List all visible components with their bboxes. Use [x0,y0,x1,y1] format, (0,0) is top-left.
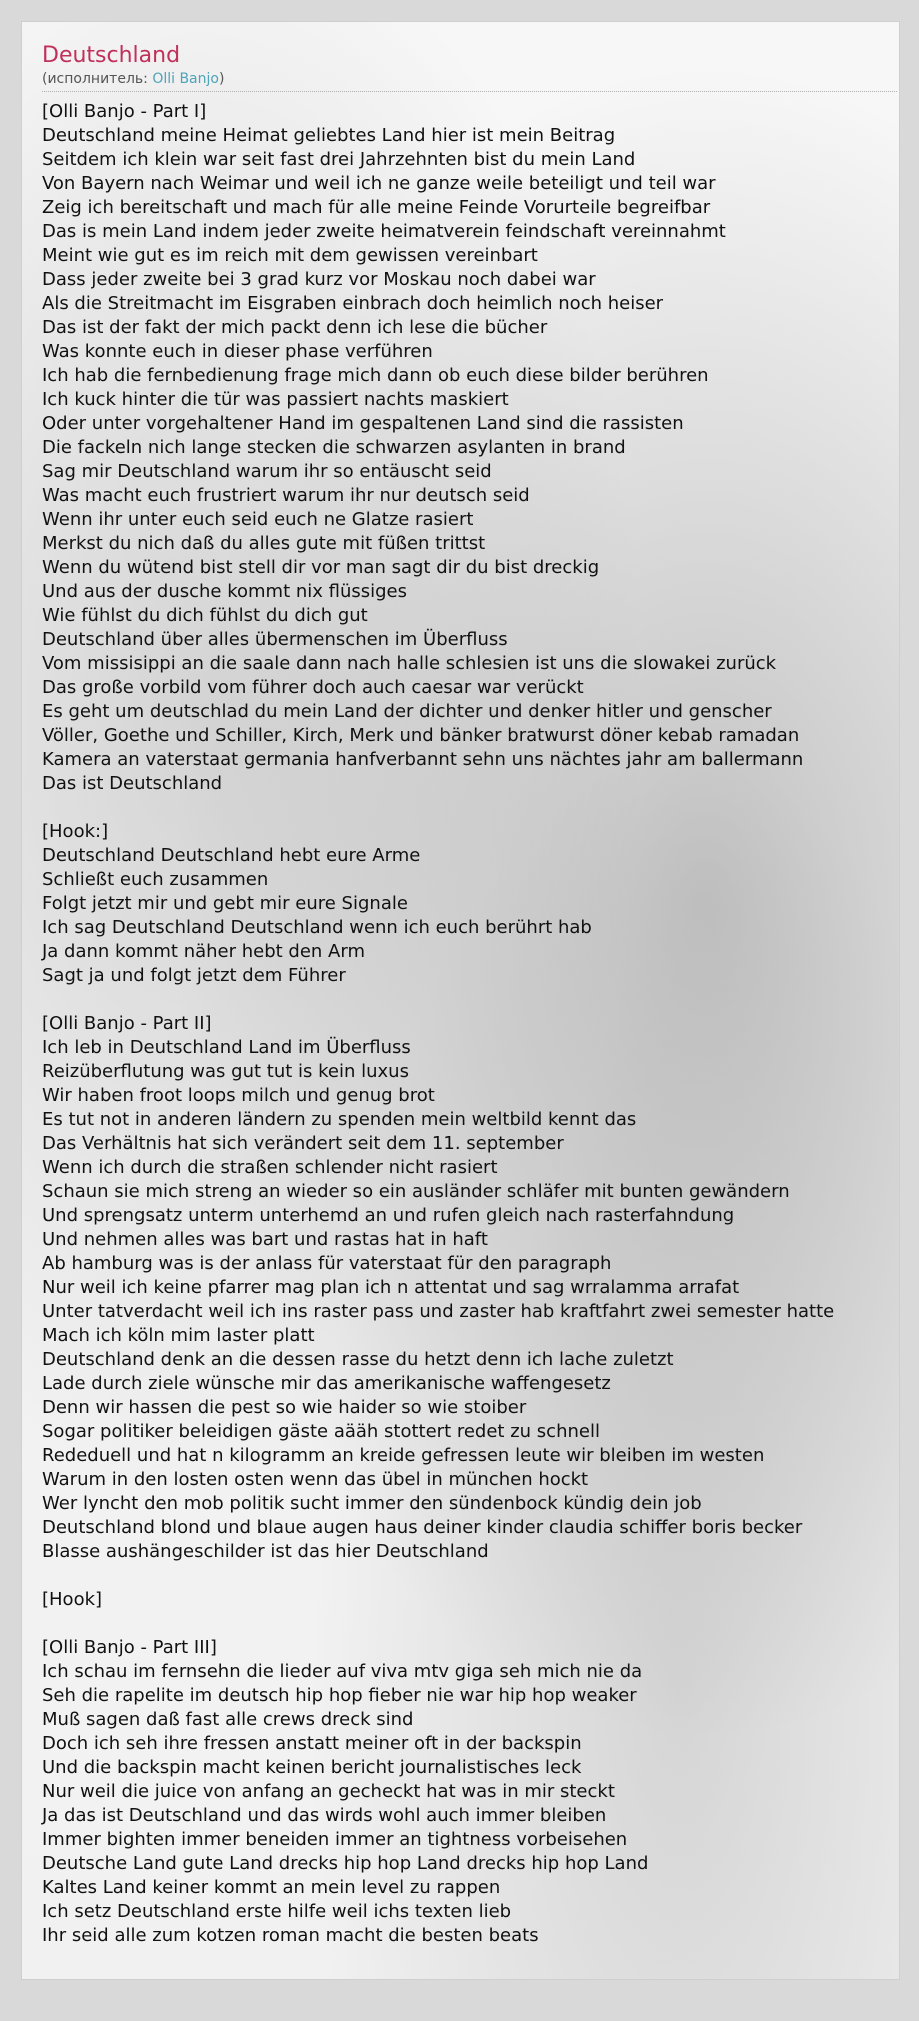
lyric-line: Sogar politiker beleidigen gäste aääh stottert redet zu schnell [42,1421,600,1442]
section-heading: [Hook:] [42,821,109,842]
lyric-line: Oder unter vorgehaltener Hand im gespaltenen Land sind die rassisten [42,413,684,434]
lyric-line: Wer lyncht den mob politik sucht immer den sündenbock kündig dein job [42,1493,702,1514]
lyric-line: Kamera an vaterstaat germania hanfverbannt sehn uns nächtes jahr am ballermann [42,749,804,770]
lyric-line: Ich setz Deutschland erste hilfe weil ichs texten lieb [42,1901,512,1922]
lyric-line: Das Verhältnis hat sich verändert seit dem 11. september [42,1133,564,1154]
lyric-line: Ich hab die fernbedienung frage mich dann ob euch diese bilder berühren [42,365,709,386]
lyric-line: Das is mein Land indem jeder zweite heimatverein feindschaft vereinnahmt [42,221,726,242]
lyric-line: Kaltes Land keiner kommt an mein level zu rappen [42,1877,501,1898]
lyric-line: Es geht um deutschlad du mein Land der dichter und denker hitler und genscher [42,701,772,722]
lyric-line: Denn wir hassen die pest so wie haider so wie stoiber [42,1397,527,1418]
section-heading: [Hook] [42,1589,103,1610]
lyric-line: Deutschland blond und blaue augen haus deiner kinder claudia schiffer boris becker [42,1517,803,1538]
lyric-line: Ich sag Deutschland Deutschland wenn ich euch berührt hab [42,917,592,938]
song-title: Deutschland [42,43,181,68]
lyric-line: Was konnte euch in dieser phase verführen [42,341,433,362]
lyrics-text [42,100,900,1948]
section-heading: [Olli Banjo - Part I] [42,101,207,122]
lyric-line: Ab hamburg was is der anlass für vaterstaat für den paragraph [42,1253,612,1274]
lyric-line: Warum in den losten osten wenn das übel in münchen hockt [42,1469,589,1490]
lyric-line: Deutschland meine Heimat geliebtes Land hier ist mein Beitrag [42,125,616,146]
performer-line [42,70,897,88]
stanza-break [42,796,900,820]
lyric-line: Zeig ich bereitschaft und mach für alle meine Feinde Vorurteile begreifbar [42,197,711,218]
song-header [42,42,897,92]
lyric-line: Und aus der dusche kommt nix flüssiges [42,581,408,602]
lyric-line: Seitdem ich klein war seit fast drei Jahrzehnten bist du mein Land [42,149,636,170]
lyric-line: Ich schau im fernsehn die lieder auf viva mtv giga seh mich nie da [42,1661,643,1682]
lyric-line: Und sprengsatz unterm unterhemd an und rufen gleich nach rasterfahndung [42,1205,735,1226]
lyric-line: Als die Streitmacht im Eisgraben einbrach doch heimlich noch heiser [42,293,664,314]
lyric-line: Seh die rapelite im deutsch hip hop fieber nie war hip hop weaker [42,1685,637,1706]
lyric-line: Wenn ich durch die straßen schlender nicht rasiert [42,1157,498,1178]
performer-prefix: (исполнитель: [42,71,153,87]
lyric-line: Merkst du nich daß du alles gute mit füßen trittst [42,533,486,554]
lyric-line: Blasse aushängeschilder ist das hier Deutschland [42,1541,489,1562]
lyric-line: Mach ich köln mim laster platt [42,1325,315,1346]
lyric-line: Deutsche Land gute Land drecks hip hop Land drecks hip hop Land [42,1853,649,1874]
lyric-line: Wenn ihr unter euch seid euch ne Glatze rasiert [42,509,474,530]
lyric-line: Lade durch ziele wünsche mir das amerikanische waffengesetz [42,1373,611,1394]
lyric-line: Das große vorbild vom führer doch auch caesar war verückt [42,677,584,698]
lyric-line: Ihr seid alle zum kotzen roman macht die besten beats [42,1925,539,1946]
lyric-line: Sag mir Deutschland warum ihr so entäuscht seid [42,461,492,482]
lyric-line: Dass jeder zweite bei 3 grad kurz vor Moskau noch dabei war [42,269,596,290]
stanza-break [42,1564,900,1588]
lyric-line: Doch ich seh ihre fressen anstatt meiner oft in der backspin [42,1733,582,1754]
lyrics-panel [21,21,900,1980]
lyric-line: Schaun sie mich streng an wieder so ein ausländer schläfer mit bunten gewändern [42,1181,790,1202]
stanza-break [42,988,900,1012]
lyric-line: Und die backspin macht keinen bericht journalistisches leck [42,1757,582,1778]
lyric-line: Es tut not in anderen ländern zu spenden mein weltbild kennt das [42,1109,637,1130]
lyric-line: Wenn du wütend bist stell dir vor man sagt dir du bist dreckig [42,557,600,578]
performer-suffix: ) [218,71,225,87]
lyric-line: Sagt ja und folgt jetzt dem Führer [42,965,346,986]
lyric-line: Unter tatverdacht weil ich ins raster pass und zaster hab kraftfahrt zwei semester hatte [42,1301,835,1322]
lyric-line: Deutschland Deutschland hebt eure Arme [42,845,421,866]
lyric-line: Von Bayern nach Weimar und weil ich ne ganze weile beteiligt und teil war [42,173,716,194]
performer-link[interactable]: Olli Banjo [152,71,219,87]
lyric-line: Reizüberflutung was gut tut is kein luxus [42,1061,409,1082]
lyric-line: Deutschland über alles übermenschen im Überfluss [42,629,508,650]
section-heading: [Olli Banjo - Part II] [42,1013,212,1034]
lyric-line: Was macht euch frustriert warum ihr nur deutsch seid [42,485,530,506]
lyric-line: Meint wie gut es im reich mit dem gewissen vereinbart [42,245,538,266]
lyric-line: Das ist der fakt der mich packt denn ich lese die bücher [42,317,548,338]
lyric-line: Folgt jetzt mir und gebt mir eure Signale [42,893,408,914]
lyric-line: Nur weil ich keine pfarrer mag plan ich n attentat und sag wrralamma arrafat [42,1277,740,1298]
lyric-line: Wie fühlst du dich fühlst du dich gut [42,605,368,626]
lyric-line: Muß sagen daß fast alle crews dreck sind [42,1709,414,1730]
section-heading: [Olli Banjo - Part III] [42,1637,217,1658]
lyric-line: Schließt euch zusammen [42,869,269,890]
lyric-line: Ich kuck hinter die tür was passiert nachts maskiert [42,389,509,410]
lyric-line: Ja dann kommt näher hebt den Arm [42,941,365,962]
lyric-line: Vom missisippi an die saale dann nach halle schlesien ist uns die slowakei zurück [42,653,777,674]
lyric-line: Nur weil die juice von anfang an gecheckt hat was in mir steckt [42,1781,615,1802]
lyric-line: Ich leb in Deutschland Land im Überfluss [42,1037,411,1058]
lyric-line: Ja das ist Deutschland und das wirds wohl auch immer bleiben [42,1805,607,1826]
lyric-line: Völler, Goethe und Schiller, Kirch, Merk und bänker bratwurst döner kebab ramadan [42,725,800,746]
lyric-line: Das ist Deutschland [42,773,223,794]
lyric-line: Immer bighten immer beneiden immer an tightness vorbeisehen [42,1829,628,1850]
lyric-line: Deutschland denk an die dessen rasse du hetzt denn ich lache zuletzt [42,1349,674,1370]
stanza-break [42,1612,900,1636]
lyric-line: Rededuell und hat n kilogramm an kreide gefressen leute wir bleiben im westen [42,1445,765,1466]
lyric-line: Und nehmen alles was bart und rastas hat in haft [42,1229,488,1250]
lyric-line: Die fackeln nich lange stecken die schwarzen asylanten in brand [42,437,626,458]
lyric-line: Wir haben froot loops milch und genug brot [42,1085,435,1106]
